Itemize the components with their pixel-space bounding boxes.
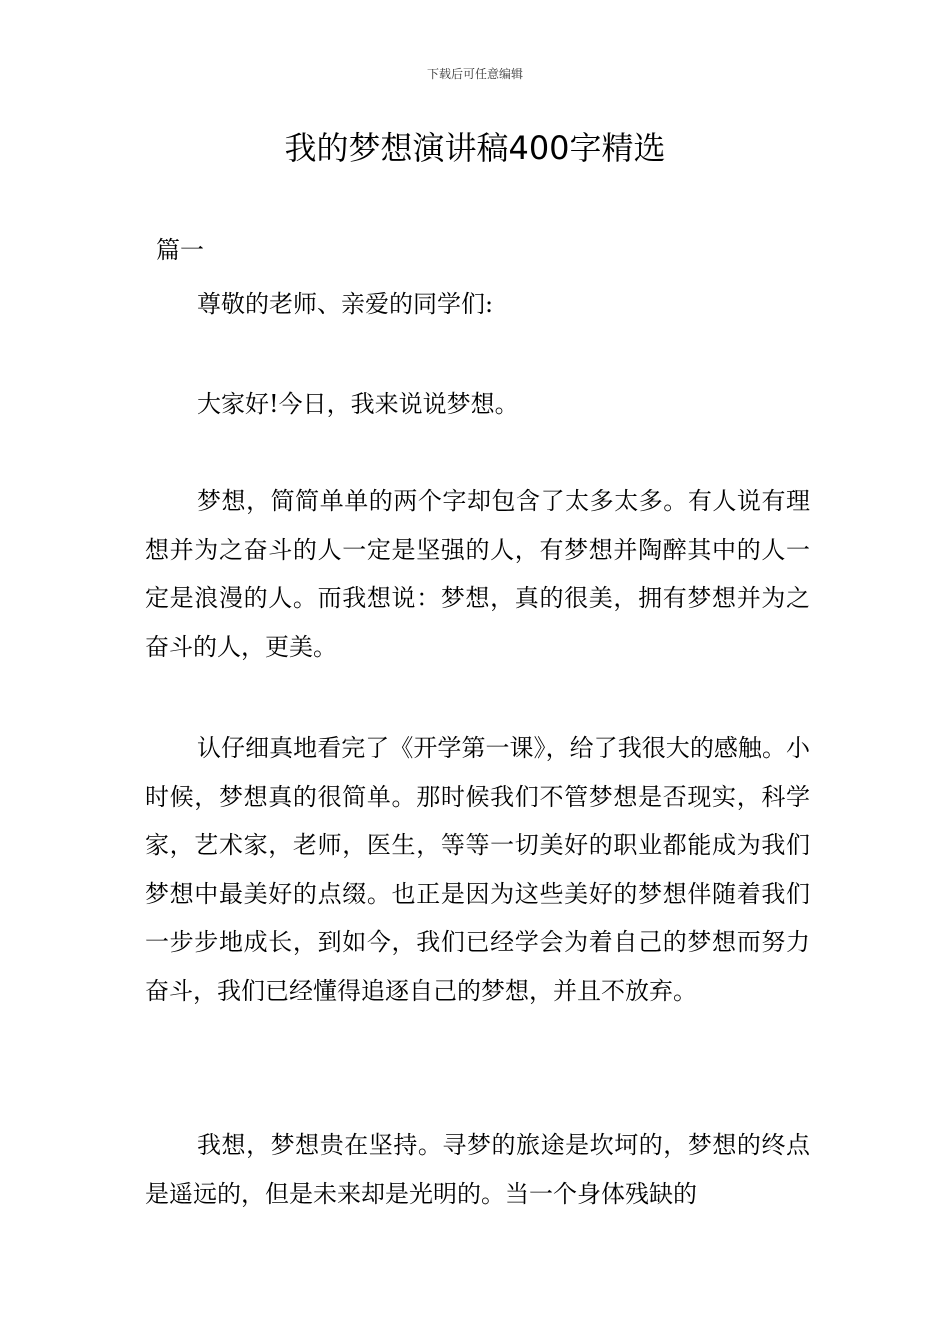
- header-note: 下载后可任意编辑: [426, 67, 523, 81]
- paragraph-greeting: 尊敬的老师、亲爱的同学们:: [197, 290, 494, 318]
- paragraph-first-lesson: 认仔细真地看完了《开学第一课》，给了我很大的感触。小时候，梦想真的很简单。那时候我们不管梦想是否现实，科学家，艺术家，老师，医生，等等一切美好的职业都能成为我们梦想中最美好的点缀。也正是因为这些美好的梦想伴随着我们一步步地成长，到如今，我们已经学会为着自己的梦想而努力奋斗，我们已经懂得追逐自己的梦想，并且不放弃。: [145, 734, 810, 1005]
- paragraph-dream-meaning: 梦想，简简单单的两个字却包含了太多太多。有人说有理想并为之奋斗的人一定是坚强的人，有梦想并陶醉其中的人一定是浪漫的人。而我想说：梦想，真的很美，拥有梦想并为之奋斗的人，更美。: [145, 487, 810, 661]
- section-label: 篇一: [156, 236, 204, 264]
- paragraph-persistence: 我想，梦想贵在坚持。寻梦的旅途是坎坷的，梦想的终点是遥远的，但是未来却是光明的。当一个身体残缺的: [145, 1131, 810, 1208]
- paragraph-hello: 大家好!今日，我来说说梦想。: [197, 390, 519, 418]
- page-title: 我的梦想演讲稿400字精选: [284, 129, 666, 167]
